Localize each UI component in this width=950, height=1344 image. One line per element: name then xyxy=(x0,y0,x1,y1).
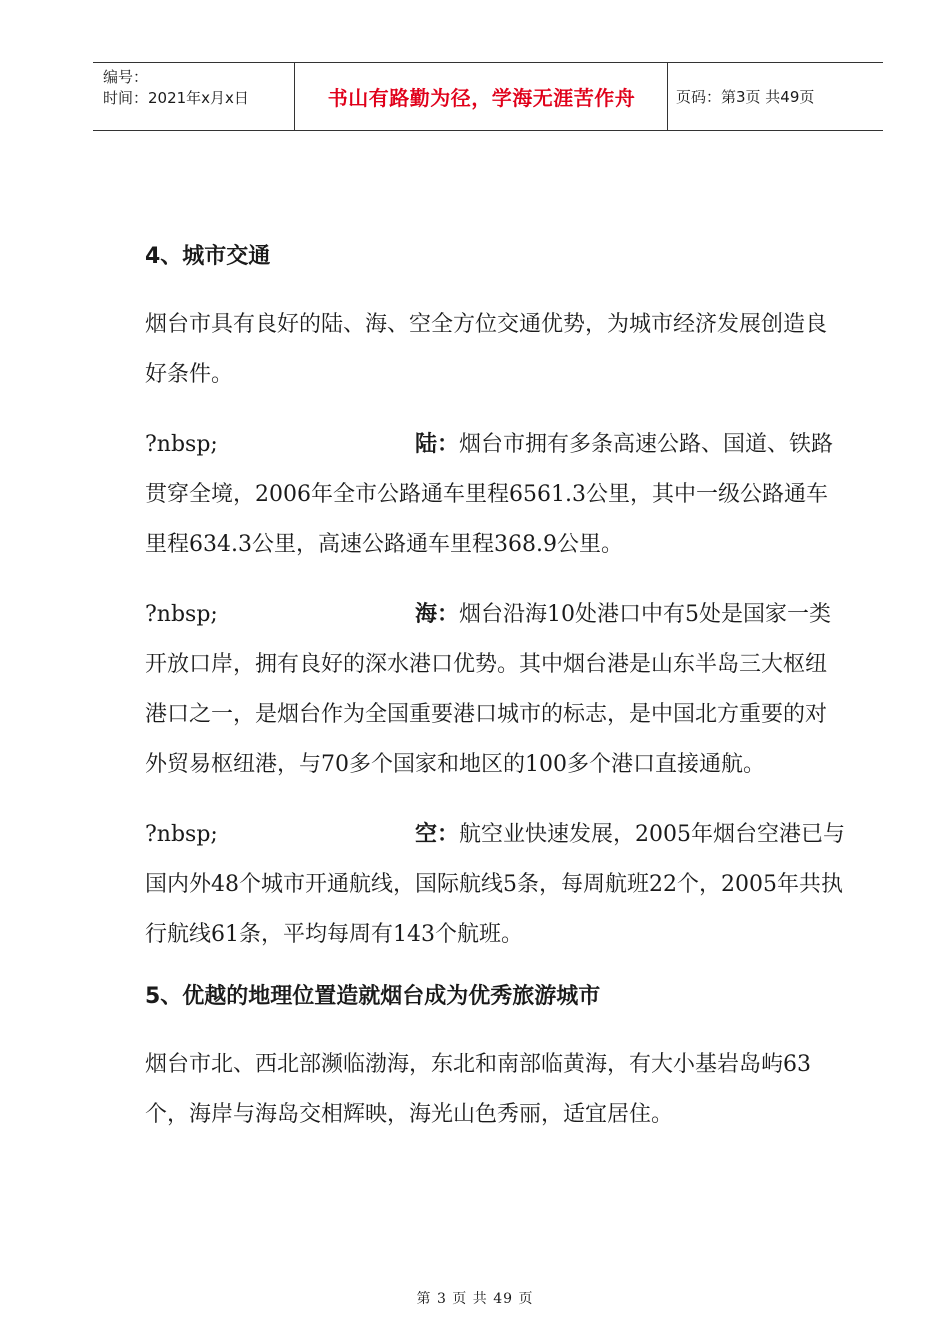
time-label: 时间：2021年x月x日 xyxy=(103,89,249,107)
land-label: 陆： xyxy=(415,432,460,457)
section-4-heading: 4、城市交通 xyxy=(145,244,271,269)
header-page-info: 页码：第3页 共49页 xyxy=(676,88,815,106)
land-text: 烟台市拥有多条高速公路、国道、铁路贯穿全境，2006年全市公路通车里程6561.3公里，其中一级公路通车里程634.3公里，高速公路通车里程368.9公里。 xyxy=(145,432,834,557)
section-5-heading: 5、优越的地理位置造就烟台成为优秀旅游城市 xyxy=(145,984,601,1009)
air-paragraph xyxy=(145,810,845,960)
header-meta xyxy=(103,67,293,109)
page-footer: 第 3 页 共 49 页 xyxy=(416,1291,534,1307)
geo-paragraph: 烟台市北、西北部濒临渤海，东北和南部临黄海，有大小基岩岛屿63个，海岸与海岛交相辉映，海光山色秀丽，适宜居住。 xyxy=(145,1052,811,1127)
document-body xyxy=(145,232,845,1160)
air-text: 航空业快速发展，2005年烟台空港已与国内外48个城市开通航线，国际航线5条，每周航班22个，2005年共执行航线61条，平均每周有143个航班。 xyxy=(145,822,846,947)
intro-paragraph: 烟台市具有良好的陆、海、空全方位交通优势，为城市经济发展创造良好条件。 xyxy=(145,312,828,387)
document-header xyxy=(93,62,883,131)
land-prefix: ?nbsp; xyxy=(145,432,218,457)
air-prefix: ?nbsp; xyxy=(145,822,218,847)
sea-text: 烟台沿海10处港口中有5处是国家一类开放口岸，拥有良好的深水港口优势。其中烟台港是山东半岛三大枢纽港口之一，是烟台作为全国重要港口城市的标志，是中国北方重要的对外贸易枢纽港，与70多个国家和地区的100多个港口直接通航。 xyxy=(145,602,832,777)
land-paragraph xyxy=(145,420,845,570)
header-divider xyxy=(294,63,295,130)
header-divider xyxy=(667,63,668,130)
air-label: 空： xyxy=(415,822,460,847)
header-motto: 书山有路勤为径，学海无涯苦作舟 xyxy=(327,86,636,110)
sea-label: 海： xyxy=(415,602,460,627)
code-label: 编号： xyxy=(103,68,149,86)
sea-prefix: ?nbsp; xyxy=(145,602,218,627)
sea-paragraph xyxy=(145,590,845,790)
